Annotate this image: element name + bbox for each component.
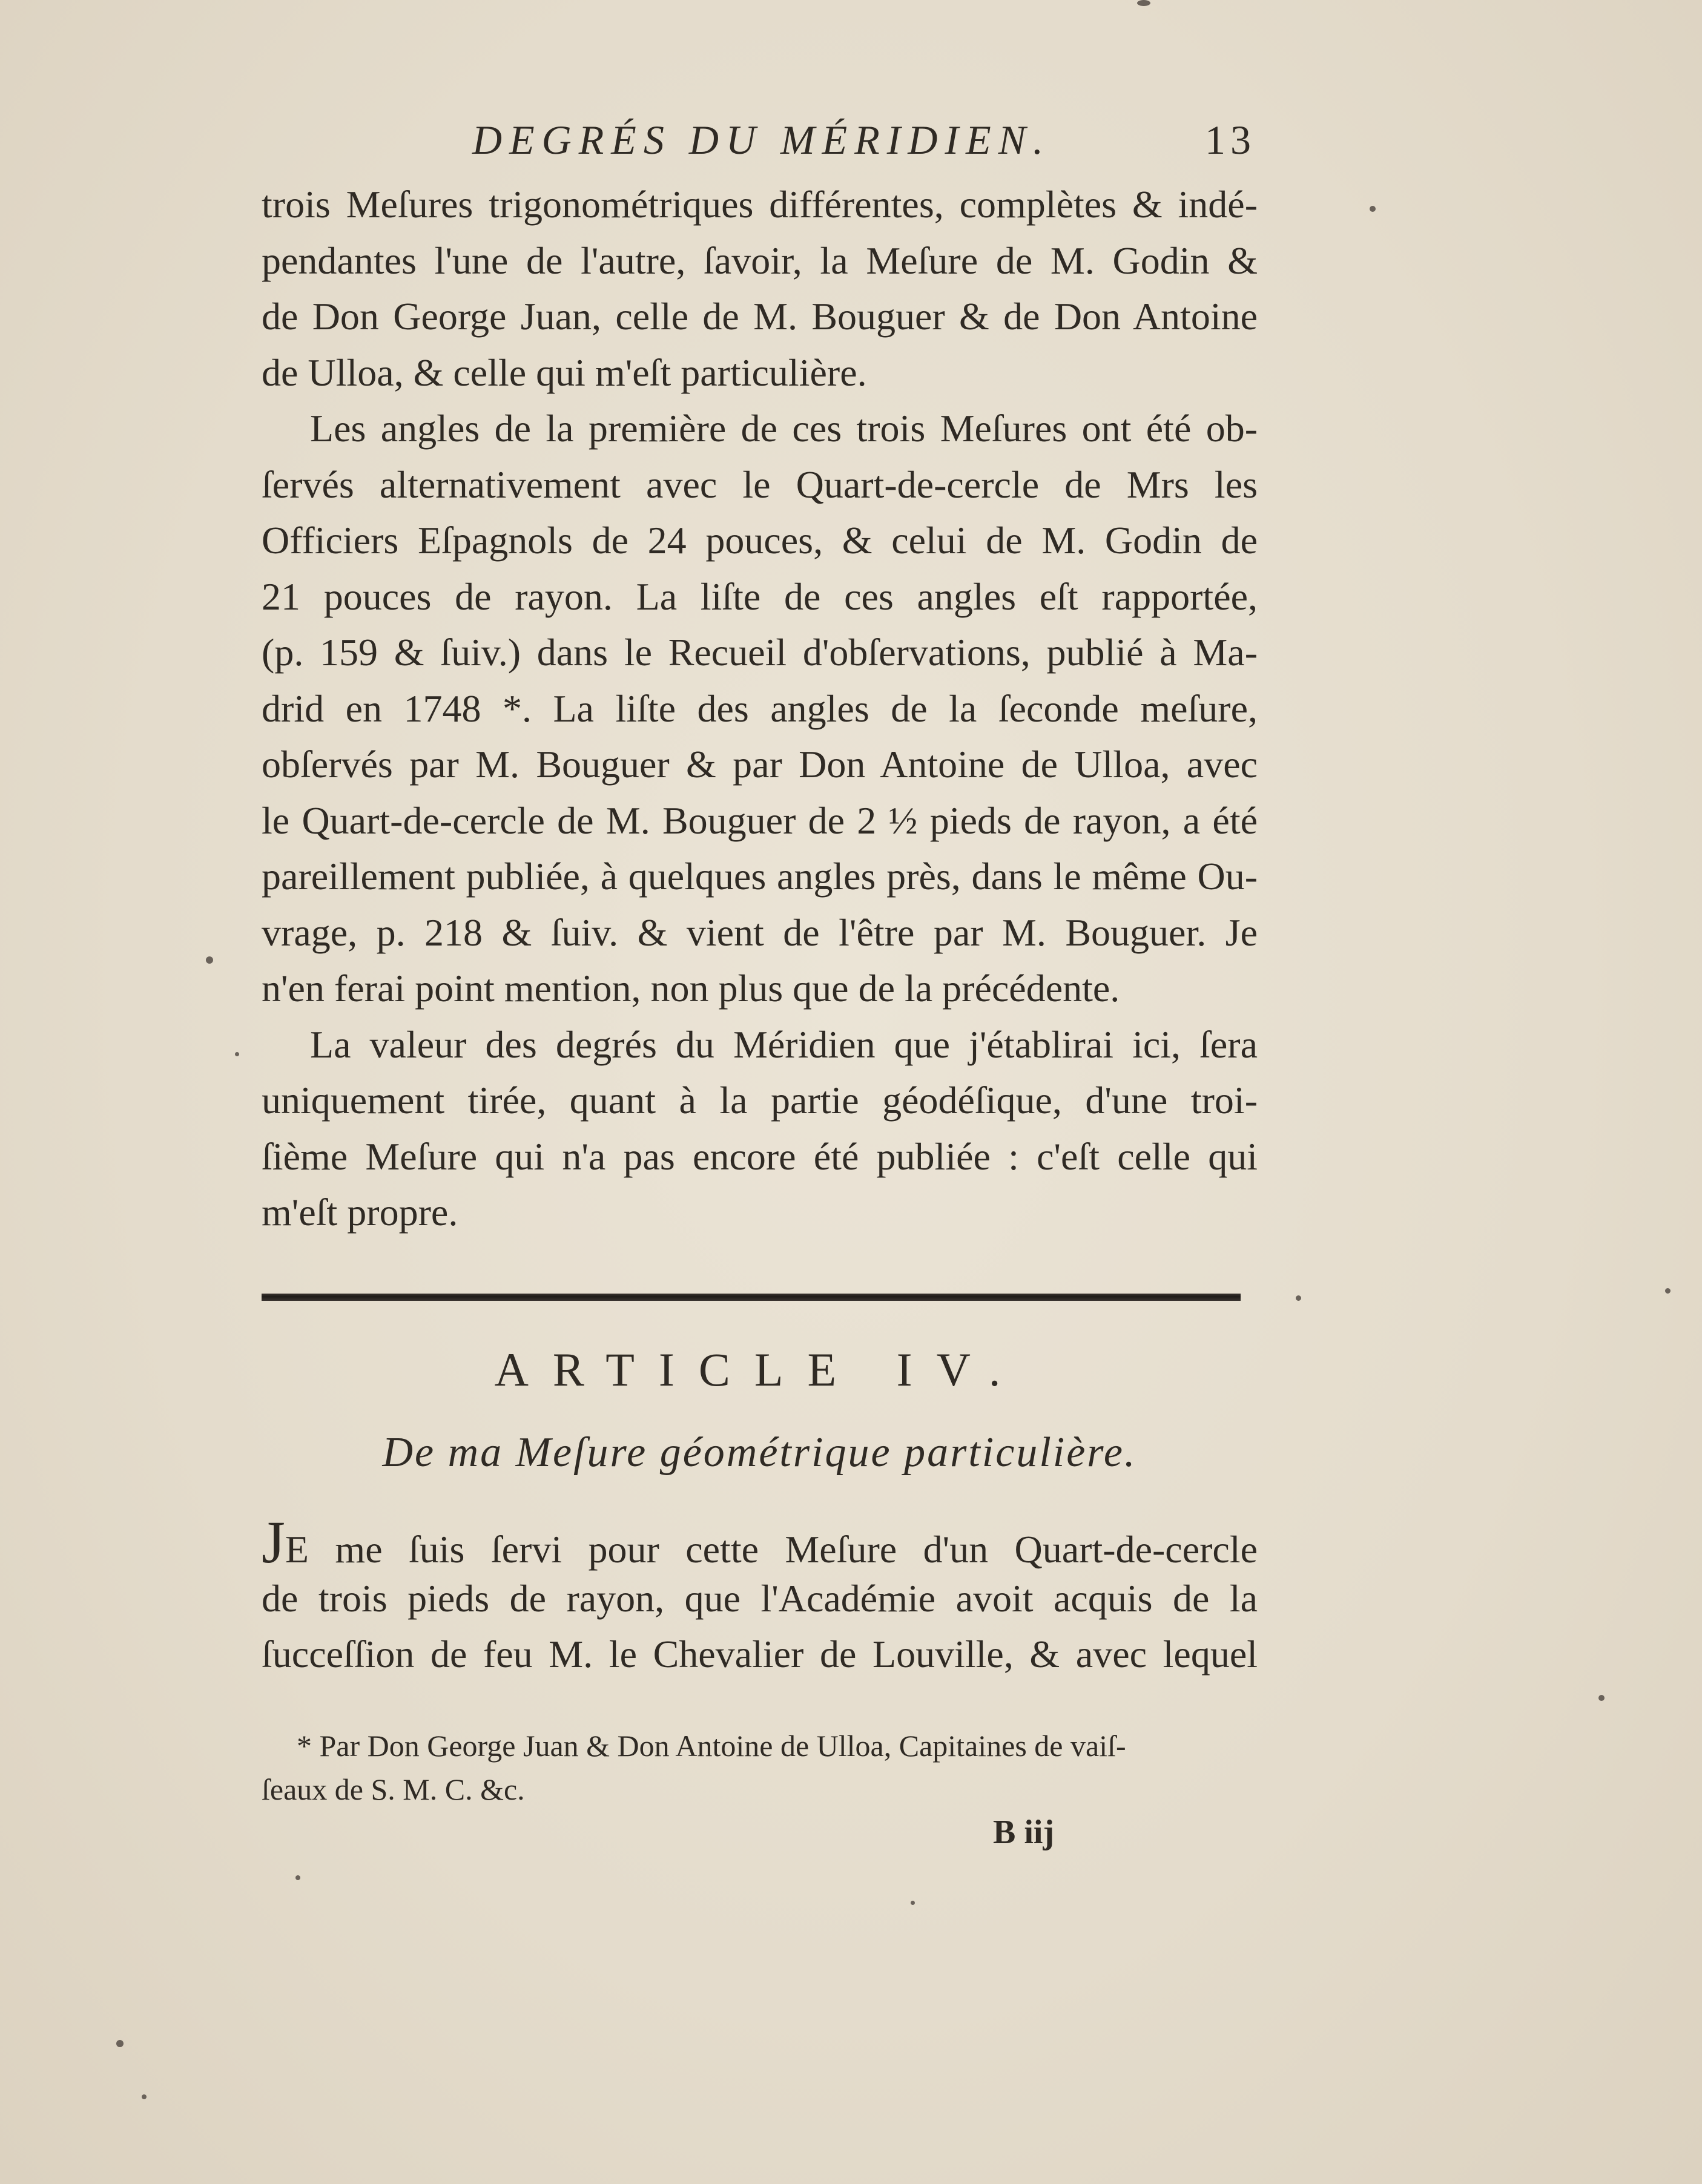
paper-speck bbox=[235, 1052, 239, 1056]
paper-speck bbox=[295, 1875, 300, 1880]
footnote-line: * Par Don George Juan & Don Antoine de Ulloa, Capitaines de vaiſ- bbox=[297, 1729, 1126, 1763]
paper-speck bbox=[1665, 1288, 1671, 1294]
paper-speck bbox=[1137, 0, 1150, 6]
paper-speck bbox=[206, 956, 213, 964]
paper-speck bbox=[911, 1901, 915, 1905]
article-title: ARTICLE IV. bbox=[494, 1343, 1025, 1396]
footnote-line: ſeaux de S. M. C. &c. bbox=[262, 1772, 525, 1806]
body-text bbox=[262, 177, 1258, 1241]
text-line: uniquement tirée, quant à la partie géodéſique, d'une troi- bbox=[262, 1079, 1258, 1122]
paper-speck bbox=[1370, 206, 1376, 212]
text-line: vrage, p. 218 & ſuiv. & vient de l'être par M. Bouguer. Je bbox=[262, 910, 1258, 954]
text-line: ſucceſſion de feu M. le Chevalier de Louville, & avec lequel bbox=[262, 1633, 1258, 1676]
section-rule bbox=[262, 1294, 1241, 1301]
text-line: drid en 1748 *. La liſte des angles de la ſeconde meſure, bbox=[262, 686, 1258, 730]
signature-mark: B iij bbox=[993, 1814, 1055, 1851]
text-line: trois Meſures trigonométriques différentes, complètes & indé- bbox=[262, 183, 1258, 226]
text-line: pendantes l'une de l'autre, ſavoir, la Meſure de M. Godin & bbox=[262, 238, 1258, 282]
article-subtitle: De ma Meſure géométrique particulière. bbox=[382, 1429, 1137, 1476]
page-number: 13 bbox=[1205, 117, 1256, 163]
text-line: La valeur des degrés du Méridien que j'établirai ici, ſera bbox=[310, 1022, 1258, 1066]
text-line: ſervés alternativement avec le Quart-de-cercle de Mrs les bbox=[262, 462, 1258, 506]
footnote bbox=[262, 1724, 1258, 1811]
running-title: DEGRÉS DU MÉRIDIEN. bbox=[472, 117, 1051, 163]
text-line: (p. 159 & ſuiv.) dans le Recueil d'obſervations, publié à Ma- bbox=[262, 631, 1258, 674]
text-line: pareillement publiée, à quelques angles près, dans le même Ou- bbox=[262, 855, 1258, 898]
text-line: Officiers Eſpagnols de 24 pouces, & celui de M. Godin de bbox=[262, 519, 1258, 562]
drop-cap: J bbox=[262, 1508, 285, 1576]
paper-speck bbox=[116, 2040, 124, 2047]
text-line-rest: E me ſuis ſervi pour cette Meſure d'un Quart-de-cercle bbox=[285, 1528, 1258, 1571]
text-line bbox=[262, 1508, 1258, 1576]
text-line: le Quart-de-cercle de M. Bouguer de 2 ½ pieds de rayon, a été bbox=[262, 798, 1258, 842]
text-line: m'eſt propre. bbox=[262, 1191, 458, 1234]
text-line: n'en ferai point mention, non plus que de la précédente. bbox=[262, 967, 1120, 1010]
text-line: de trois pieds de rayon, que l'Académie avoit acquis de la bbox=[262, 1576, 1258, 1620]
text-line: 21 pouces de rayon. La liſte de ces angles eſt rapportée, bbox=[262, 574, 1258, 618]
paper-speck bbox=[142, 2094, 147, 2099]
text-line: ſième Meſure qui n'a pas encore été publiée : c'eſt celle qui bbox=[262, 1134, 1258, 1178]
running-header bbox=[472, 116, 1259, 177]
article-text bbox=[262, 1508, 1258, 1683]
text-line: Les angles de la première de ces trois Meſures ont été ob- bbox=[310, 407, 1258, 450]
paper-speck bbox=[1296, 1295, 1301, 1301]
text-line: obſervés par M. Bouguer & par Don Antoine de Ulloa, avec bbox=[262, 743, 1258, 786]
text-line: de Ulloa, & celle qui m'eſt particulière. bbox=[262, 350, 867, 394]
paper-speck bbox=[1598, 1695, 1605, 1701]
text-line: de Don George Juan, celle de M. Bouguer & de Don Antoine bbox=[262, 295, 1258, 338]
